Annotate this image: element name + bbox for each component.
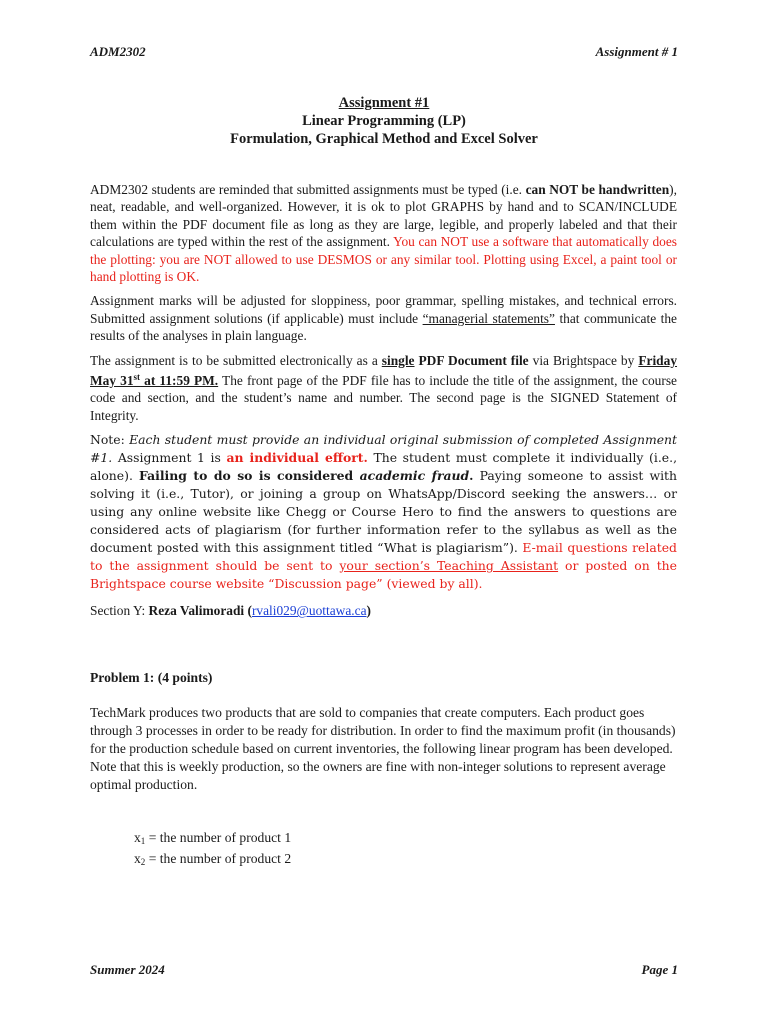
header-assignment: Assignment # 1: [595, 44, 678, 59]
text: via Brightspace by: [528, 352, 639, 368]
paren: (: [244, 603, 252, 619]
variable-x2: [134, 850, 291, 871]
emphasis: academic fraud: [359, 468, 470, 484]
text: The front page of the PDF file has to include the title of the assignment, the course code and section, and the student’s name and number. The second page is the SIGNED Statement of Integrity.: [90, 373, 677, 423]
paragraph-marking: [90, 292, 677, 344]
instructor-name: Reza Valimoradi: [148, 603, 245, 619]
warning-text: E-mail questions related to the assignment should be sent to: [90, 540, 677, 574]
paragraph-typing-rules: [90, 181, 677, 285]
title-line-3: Formulation, Graphical Method and Excel Solver: [230, 131, 538, 147]
instructions-body: [90, 181, 677, 627]
ta-link-text: your section’s Teaching Assistant: [339, 558, 559, 574]
title-line-2: Linear Programming (LP): [302, 113, 466, 129]
emphasis: Failing to do so is considered: [138, 468, 360, 484]
page-footer: [90, 962, 678, 978]
emphasis: single: [381, 352, 415, 368]
header-course-code: ADM2302: [90, 44, 146, 59]
text: Paying someone to assist with solving it (i.e., Tutor), or joining a group on WhatsApp/Discord seeking the answers… or using any online website like Chegg or Course Hero to find the answers to questions are considered acts of plagiarism (for further information refer to the syllabus as well as the document posted with this assignment titled “What is plagiarism”).: [90, 468, 677, 556]
text: The assignment is to be submitted electronically as a: [90, 352, 382, 368]
warning-text: or posted on the Brightspace course website “Discussion page” (viewed by all).: [90, 558, 677, 592]
due-date-time: at 11:59 PM.: [140, 373, 219, 389]
footer-term: Summer 2024: [90, 962, 165, 977]
text: Note:: [90, 432, 130, 448]
text: The student must complete it individually (i.e., alone).: [90, 450, 678, 484]
section-contact: [90, 602, 677, 619]
underlined-text: “managerial statements”: [422, 310, 555, 326]
var-symbol: x: [134, 830, 141, 845]
paragraph-integrity-note: [90, 431, 677, 593]
paragraph-submission: [90, 352, 677, 425]
text: ), neat, readable, and well-organized. However, it is ok to plot GRAPHS by hand and to SCAN/INCLUDE them within the PDF document file as long as they are large, legible, and properly labeled and that their calculations are typed within the rest of the assignment.: [90, 182, 677, 250]
text: Assignment 1 is: [112, 450, 227, 466]
paren: ): [366, 603, 371, 619]
text: Assignment marks will be adjusted for sloppiness, poor grammar, spelling mistakes, and technical errors. Submitted assignment solutions (if applicable) must include: [90, 293, 677, 326]
var-definition: = the number of product 2: [145, 851, 292, 866]
emphasis: PDF Document file: [414, 352, 529, 368]
title-line-1: Assignment #1: [338, 95, 430, 111]
document-title: [90, 94, 678, 148]
variable-x1: [134, 829, 291, 850]
instructor-email-link[interactable]: rvali029@uottawa.ca: [251, 603, 367, 619]
italic-text: Each student must provide an individual original submission of completed Assignment #1.: [90, 432, 677, 466]
emphasis: .: [469, 468, 474, 484]
page-header: [90, 44, 678, 60]
footer-page-number: Page 1: [641, 962, 678, 977]
var-subscript: 2: [140, 857, 146, 867]
problem-heading: Problem 1: (4 points): [90, 670, 213, 685]
variable-definitions: [134, 829, 291, 871]
text: that communicate the results of the analyses in plain language.: [90, 310, 677, 344]
warning-text: You can NOT use a software that automatically does the plotting: you are NOT allowed to use DESMOS or any similar tool. Plotting using Excel, a paint tool or hand plotting is OK.: [90, 234, 677, 285]
warning-text: an individual effort.: [226, 450, 368, 466]
var-subscript: 1: [140, 836, 146, 846]
var-definition: = the number of product 1: [145, 830, 292, 845]
var-symbol: x: [134, 851, 141, 866]
text: ADM2302 students are reminded that submitted assignments must be typed (i.e.: [90, 182, 526, 197]
emphasis: can NOT be handwritten: [525, 182, 670, 197]
section-label: Section Y:: [90, 603, 149, 619]
due-date-day: Friday May 31: [90, 352, 678, 389]
due-date-suffix: st: [133, 372, 141, 383]
problem-description: TechMark produces two products that are sold to companies that create computers. Each product goes through 3 processes in order to be ready for distribution. In order to find the maximum profit (in thousands) for the production schedule based on current inventories, the following linear program has been developed. Note that this is weekly production, so the owners are fine with non-integer solutions to represent average optimal production.: [90, 705, 676, 792]
